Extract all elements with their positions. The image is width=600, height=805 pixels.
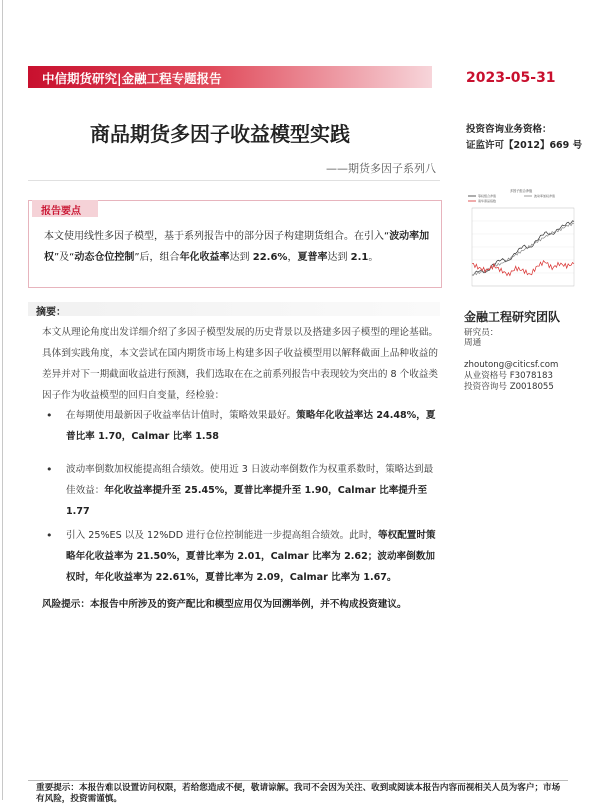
summary-text-part: ”及“ [54, 252, 75, 263]
title-divider [28, 180, 440, 181]
report-banner [28, 66, 432, 88]
report-date: 2023-05-31 [466, 70, 556, 86]
researcher-role: 研究员： [464, 328, 499, 338]
contact-block [464, 360, 558, 393]
summary-highlight: 年化收益率 [179, 252, 230, 263]
researcher-email[interactable]: zhoutong@citicsf.com [464, 360, 559, 370]
summary-highlight: 波动率加权 [44, 231, 430, 263]
summary-highlight: 夏普率 [297, 252, 328, 263]
qualification-number: 从业资格号 F3078183 [464, 371, 553, 381]
abstract-tag [28, 302, 440, 316]
legend-label: 等权组合净值 [478, 194, 497, 198]
report-subtitle: ——期货多因子系列八 [326, 162, 436, 175]
finding-item [46, 525, 438, 583]
finding-item [46, 459, 438, 525]
finding-text: 在每期使用最新因子收益率估计值时，策略效果最好。 [66, 410, 297, 421]
summary-text-part: 达到 [327, 252, 351, 263]
finding-highlight: 策略年化收益率达 24.48%，夏普比率 1.70，Calmar 比率 1.58 [66, 410, 436, 442]
chart-title: 多因子组合净值 [509, 189, 533, 193]
qualification-line-1: 投资咨询业务资格： [466, 124, 552, 135]
finding-highlight: 等权配置时策略年化收益率为 21.50%，夏普比率为 2.01，Calmar 比率为 2.62；波动率倒数加权时，年化收益率为 22.61%，夏普比率为 2.09，Calmar 比率为 1.67。 [66, 530, 436, 583]
summary-text-part: ， [287, 252, 298, 263]
summary-text-part: 达到 [229, 252, 253, 263]
legend-label: 南华商品指数 [478, 199, 497, 203]
summary-text-part: 。 [368, 252, 379, 263]
summary-text-part: 本文使用线性多因子模型，基于系列报告中的部分因子构建期货组合。在引入“ [44, 231, 390, 242]
risk-warning: 风险提示：本报告中所涉及的资产配比和模型应用仅为回溯举例，并不构成投资建议。 [42, 599, 407, 610]
researcher-block [464, 328, 498, 348]
qualification-block [466, 122, 582, 154]
finding-item [46, 405, 438, 449]
net-value-chart [462, 188, 580, 296]
summary-text-part: ”后，组合 [134, 252, 180, 263]
qualification-line-2: 证监许可【2012】669 号 [466, 140, 583, 151]
legend-label: 波动率加权净值 [534, 194, 556, 198]
finding-text: 引入 25%ES 以及 12%DD 进行仓位控制能进一步提高组合绩效。此时， [66, 530, 379, 541]
researcher-name: 周通 [464, 338, 482, 348]
consulting-number: 投资咨询号 Z0018055 [464, 382, 554, 392]
summary-tag-label: 报告要点 [41, 206, 81, 217]
finding-text: 波动率倒数加权能提高组合绩效。使用近 3 日波动率倒数作为权重系数时，策略达到最佳效益： [66, 464, 434, 496]
finding-highlight: 年化收益率提升至 25.45%，夏普比率提升至 1.90，Calmar 比率提升至 1.77 [66, 485, 428, 517]
summary-highlight: 2.1 [350, 252, 369, 263]
finding-list [46, 405, 438, 583]
summary-highlight: 22.6% [252, 252, 288, 263]
summary-text [44, 226, 432, 268]
summary-highlight: 动态仓位控制 [74, 252, 135, 263]
summary-tag [32, 200, 98, 217]
team-title: 金融工程研究团队 [464, 310, 561, 324]
chart-background [462, 188, 580, 296]
banner-label: 中信期货研究|金融工程专题报告 [42, 71, 222, 86]
footer-notice: 重要提示：本报告难以设置访问权限，若给您造成不便，敬请谅解。我司不会因为关注、收到或阅读本报告内容而视相关人员为客户；市场有风险，投资需谨慎。 [36, 783, 561, 804]
abstract-tag-label: 摘要： [36, 307, 66, 318]
report-title: 商品期货多因子收益模型实践 [90, 122, 350, 146]
footer-rule [28, 780, 568, 781]
abstract-paragraph: 本文从理论角度出发详细介绍了多因子模型发展的历史背景以及搭建多因子模型的理论基础。具体到实践角度，本文尝试在国内期货市场上构建多因子收益模型用以解释截面上品种收益的差异并对下一期截面收益进行预测，我们选取在在之前系列报告中表现较为突出的 8 个收益类因子作为收益模型的回归自变量，经检验： [42, 327, 438, 401]
